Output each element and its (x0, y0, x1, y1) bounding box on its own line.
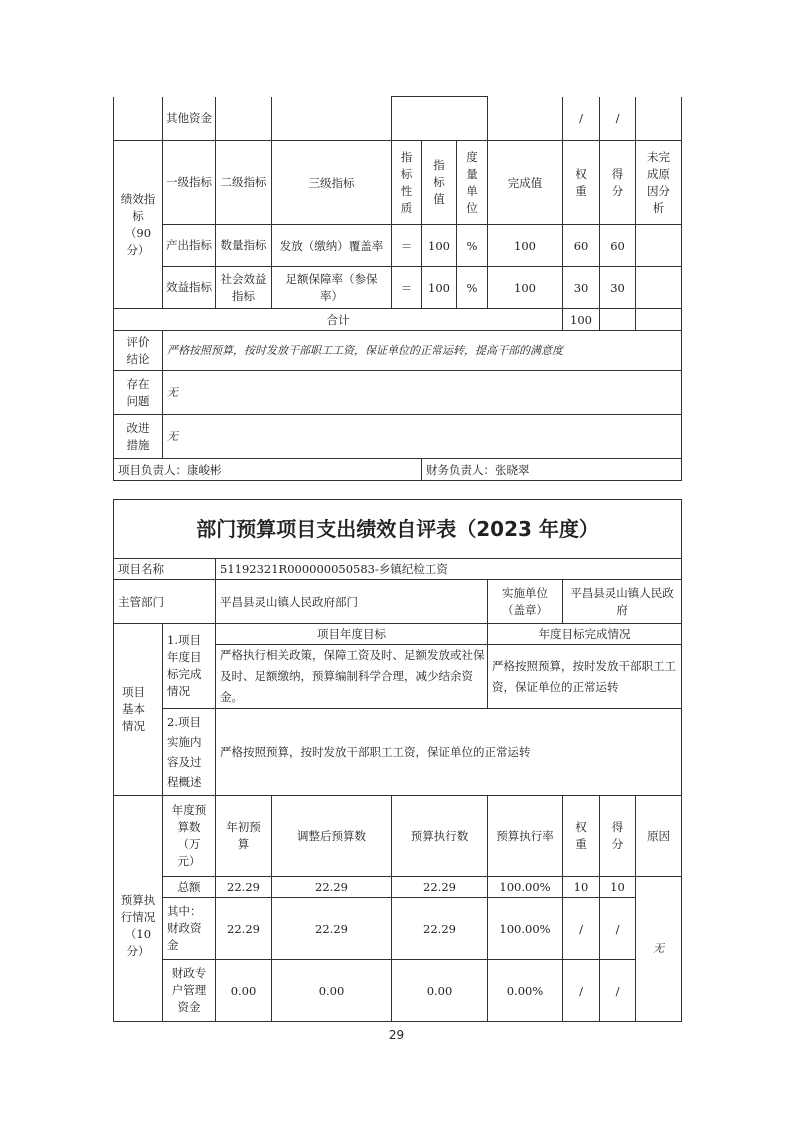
header-level3: 三级指标 (272, 141, 392, 225)
improve-text: 无 (163, 415, 682, 459)
impl-label: 实施单位（盖章） (488, 580, 563, 624)
improve-label: 改进措施 (114, 415, 163, 459)
self-evaluation-form (113, 499, 682, 1022)
header-score: 得分 (600, 141, 636, 225)
budget-header-executed: 预算执行数 (392, 796, 488, 877)
budget-header-weight: 权重 (563, 796, 600, 877)
budget-header-reason: 原因 (636, 796, 682, 877)
conclusion-text: 严格按照预算，按时发放干部职工工资，保证单位的正常运转，提高干部的满意度 (163, 331, 682, 371)
issues-label: 存在问题 (114, 371, 163, 415)
header-value: 指标值 (422, 141, 457, 225)
budget-header-initial: 年初预算 (216, 796, 272, 877)
project-name: 51192321R000000050583-乡镇纪检工资 (216, 559, 682, 580)
issues-text: 无 (163, 371, 682, 415)
total-weight: 100 (563, 309, 600, 331)
header-unit: 度量单位 (457, 141, 488, 225)
budget-row: 财政专户管理资金 0.00 0.00 0.00 0.00% / / (114, 960, 682, 1022)
budget-header-rate: 预算执行率 (488, 796, 563, 877)
header-reason: 未完成原因分析 (636, 141, 682, 225)
budget-header-adjusted: 调整后预算数 (272, 796, 392, 877)
other-funds-weight: / (563, 97, 600, 141)
header-level2: 二级指标 (216, 141, 272, 225)
table-row: 产出指标 数量指标 发放（缴纳）覆盖率 ＝ 100 % 100 60 60 (114, 225, 682, 267)
performance-table-continued (113, 96, 682, 481)
dept-label: 主管部门 (114, 580, 216, 624)
other-funds-label: 其他资金 (163, 97, 216, 141)
page-number: 29 (388, 1028, 405, 1042)
process-label: 2.项目实施内容及过程概述 (163, 709, 216, 796)
project-name-label: 项目名称 (114, 559, 216, 580)
perf-label: 绩效指标（90分） (114, 141, 163, 309)
blank-cell (114, 97, 163, 141)
table-row: 效益指标 社会效益指标 足额保障率（参保率） ＝ 100 % 100 30 30 (114, 267, 682, 309)
header-completed: 完成值 (488, 141, 563, 225)
form-title: 部门预算项目支出绩效自评表（2023 年度） (114, 500, 682, 559)
budget-header-score: 得分 (600, 796, 636, 877)
budget-reason: 无 (636, 877, 682, 1022)
total-label: 合计 (114, 309, 563, 331)
completion-text: 严格按照预算，按时发放干部职工工资，保证单位的正常运转 (488, 645, 682, 709)
dept: 平昌县灵山镇人民政府部门 (216, 580, 488, 624)
completion-header: 年度目标完成情况 (488, 624, 682, 645)
project-lead: 项目负责人：康峻彬 (114, 459, 422, 481)
header-level1: 一级指标 (163, 141, 216, 225)
budget-row: 总额 22.29 22.29 22.29 100.00% 10 10 无 (114, 877, 682, 898)
basic-label: 项目基本情况 (114, 624, 163, 796)
process-text: 严格按照预算，按时发放干部职工工资，保证单位的正常运转 (216, 709, 682, 796)
conclusion-label: 评价结论 (114, 331, 163, 371)
budget-row: 其中：财政资金 22.29 22.29 22.29 100.00% / / (114, 898, 682, 960)
other-funds-score: / (600, 97, 636, 141)
header-weight: 权重 (563, 141, 600, 225)
finance-lead: 财务负责人：张晓翠 (422, 459, 682, 481)
impl: 平昌县灵山镇人民政府 (563, 580, 682, 624)
goal-text: 严格执行相关政策，保障工资及时、足额发放或社保及时、足额缴纳，预算编制科学合理，减少结余资金。 (216, 645, 488, 709)
goal-header: 项目年度目标 (216, 624, 488, 645)
budget-label: 预算执行情况（10分） (114, 796, 163, 1022)
header-nature: 指标性质 (392, 141, 422, 225)
budget-header-annual: 年度预算数（万元） (163, 796, 216, 877)
goal-label: 1.项目年度目标完成情况 (163, 624, 216, 709)
